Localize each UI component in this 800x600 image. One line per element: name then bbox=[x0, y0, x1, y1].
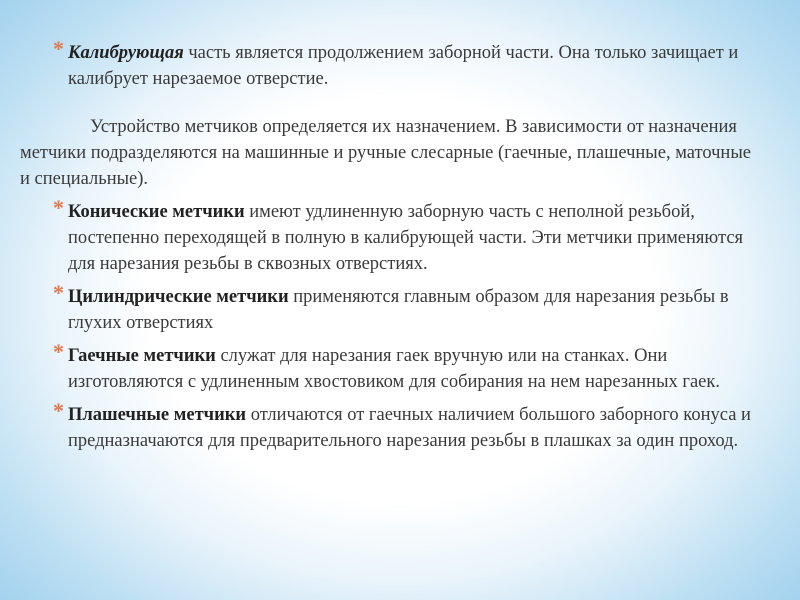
slide-content bbox=[20, 36, 760, 461]
bullet-marker-icon: * bbox=[53, 398, 64, 423]
bullet-calibrating-part bbox=[20, 36, 760, 92]
bullet-marker-icon: * bbox=[53, 339, 64, 364]
bullet-marker-icon: * bbox=[53, 36, 64, 61]
bullet-text: служат для нарезания гаек вручную или на станках. Они изготовляются с удлиненным хвостовиком для собирания на нем нарезанных гаек. bbox=[68, 346, 720, 392]
bullet-text: имеют удлиненную заборную часть с неполной резьбой, постепенно переходящей в полную в калибрующей части. Эти метчики применяются для нарезания резьбы в сквозных отверстиях. bbox=[68, 202, 744, 274]
bullet-conical-taps bbox=[20, 195, 760, 277]
bullet-text: часть является продолжением заборной части. Она только зачищает и калибрует нарезаемое отверстие. bbox=[68, 43, 739, 89]
term-die: Плашечные метчики bbox=[68, 405, 247, 425]
term-nut: Гаечные метчики bbox=[68, 346, 216, 366]
bullet-text: отличаются от гаечных наличием большого заборного конуса и предназначаются для предварительного нарезания резьбы в плашках за один проход. bbox=[68, 405, 751, 451]
bullet-cylindrical-taps bbox=[20, 280, 760, 336]
bullet-die-taps bbox=[20, 398, 760, 454]
term-cylindrical: Цилиндрические метчики bbox=[68, 287, 289, 307]
term-calibrating: Калибрующая bbox=[68, 43, 184, 63]
bullet-marker-icon: * bbox=[53, 280, 64, 305]
term-conical: Конические метчики bbox=[68, 202, 245, 222]
paragraph-taps-classification: Устройство метчиков определяется их назначением. В зависимости от назначения метчики подразделяются на машинные и ручные слесарные (гаечные, плашечные, маточные и специальные). bbox=[20, 117, 751, 189]
bullet-text: применяются главным образом для нарезания резьбы в глухих отверстиях bbox=[68, 287, 729, 333]
bullet-nut-taps bbox=[20, 339, 760, 395]
bullet-marker-icon: * bbox=[53, 195, 64, 220]
